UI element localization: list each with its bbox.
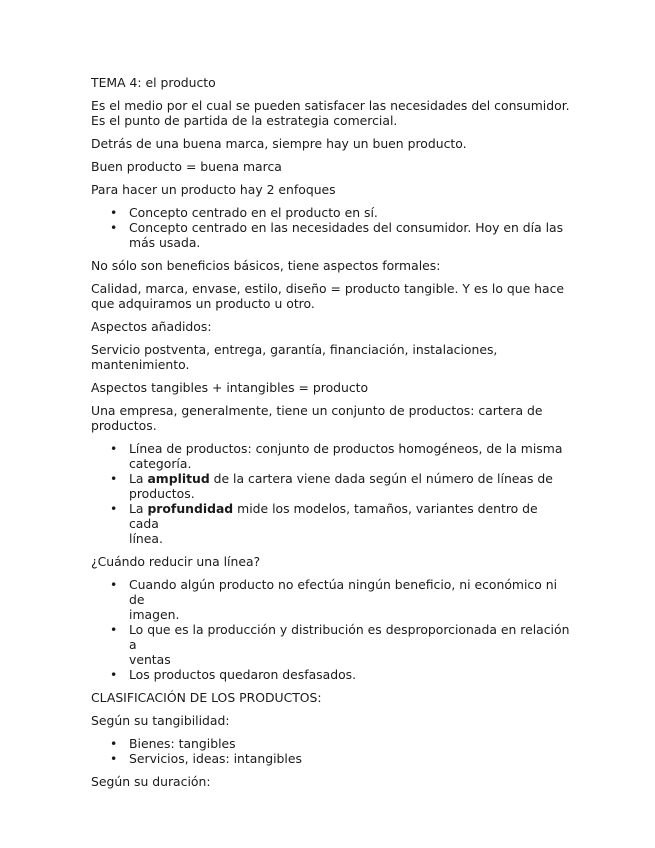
- bullet-list: [91, 205, 571, 250]
- text-line: Una empresa, generalmente, tiene un conjunto de productos: cartera de: [91, 403, 543, 418]
- text-line: productos.: [129, 486, 195, 501]
- bold-term: amplitud: [147, 471, 210, 486]
- list-item: [110, 220, 571, 250]
- text-line: CLASIFICACIÓN DE LOS PRODUCTOS:: [91, 690, 322, 705]
- text-line: ¿Cuándo reducir una línea?: [91, 554, 261, 569]
- text-line: ventas: [129, 652, 171, 667]
- paragraph: [91, 554, 571, 569]
- paragraph: [91, 713, 571, 728]
- text-line: Detrás de una buena marca, siempre hay un buen producto.: [91, 136, 467, 151]
- text-line: Cuando algún producto no efectúa ningún beneficio, ni económico ni de: [129, 577, 558, 607]
- bullet-icon: •: [110, 220, 118, 235]
- text-line: Según su duración:: [91, 774, 211, 789]
- list-item: [110, 622, 571, 667]
- list-item: [110, 577, 571, 622]
- text-line: Bienes: tangibles: [129, 736, 236, 751]
- bullet-icon: •: [110, 622, 118, 637]
- paragraph: [91, 98, 571, 128]
- paragraph: [91, 774, 571, 789]
- text-line: Es el punto de partida de la estrategia comercial.: [91, 113, 398, 128]
- bullet-list: [91, 577, 571, 682]
- text-line: mide los modelos, tamaños, variantes dentro de cada: [129, 501, 538, 531]
- text-line: Buen producto = buena marca: [91, 159, 282, 174]
- list-item: [110, 501, 571, 546]
- text-run: La: [129, 501, 148, 516]
- bullet-icon: •: [110, 441, 118, 456]
- bullet-icon: •: [110, 205, 118, 220]
- text-line: Según su tangibilidad:: [91, 713, 230, 728]
- text-line: línea.: [129, 531, 163, 546]
- bullet-icon: •: [110, 751, 118, 766]
- text-line: Servicios, ideas: intangibles: [129, 751, 302, 766]
- list-item: [110, 205, 571, 220]
- paragraph: [91, 136, 571, 151]
- paragraph: [91, 342, 571, 372]
- text-line: de la cartera viene dada según el número de líneas de: [209, 471, 553, 486]
- bullet-icon: •: [110, 667, 118, 682]
- bullet-list: [91, 736, 571, 766]
- document-page: [91, 75, 571, 797]
- text-line: Calidad, marca, envase, estilo, diseño = producto tangible. Y es lo que hace: [91, 281, 565, 296]
- bullet-list: [91, 441, 571, 546]
- text-line: categoría.: [129, 456, 192, 471]
- text-line: productos.: [91, 418, 157, 433]
- list-item: [110, 667, 571, 682]
- text-line: Línea de productos: conjunto de productos homogéneos, de la misma: [129, 441, 563, 456]
- text-line: imagen.: [129, 607, 180, 622]
- paragraph: [91, 182, 571, 197]
- text-line: Lo que es la producción y distribución es desproporcionada en relación a: [129, 622, 570, 652]
- text-line: TEMA 4: el producto: [91, 75, 216, 90]
- paragraph: [91, 403, 571, 433]
- text-line: más usada.: [129, 235, 201, 250]
- text-line: Es el medio por el cual se pueden satisfacer las necesidades del consumidor.: [91, 98, 570, 113]
- bullet-icon: •: [110, 501, 118, 516]
- list-item: [110, 736, 571, 751]
- list-item: [110, 471, 571, 501]
- list-item: [110, 441, 571, 471]
- text-line: Concepto centrado en las necesidades del consumidor. Hoy en día las: [129, 220, 564, 235]
- text-line: Servicio postventa, entrega, garantía, financiación, instalaciones,: [91, 342, 498, 357]
- text-line: Los productos quedaron desfasados.: [129, 667, 357, 682]
- text-line: No sólo son beneficios básicos, tiene aspectos formales:: [91, 258, 441, 273]
- list-item: [110, 751, 571, 766]
- text-line: Aspectos añadidos:: [91, 319, 212, 334]
- text-line: mantenimiento.: [91, 357, 190, 372]
- text-line: Para hacer un producto hay 2 enfoques: [91, 182, 336, 197]
- bullet-icon: •: [110, 471, 118, 486]
- text-run: La: [129, 471, 148, 486]
- paragraph: [91, 159, 571, 174]
- paragraph: [91, 258, 571, 273]
- paragraph: [91, 75, 571, 90]
- bold-term: profundidad: [147, 501, 234, 516]
- text-line: Concepto centrado en el producto en sí.: [129, 205, 378, 220]
- text-line: que adquiramos un producto u otro.: [91, 296, 315, 311]
- bullet-icon: •: [110, 736, 118, 751]
- paragraph: [91, 319, 571, 334]
- paragraph: [91, 380, 571, 395]
- paragraph: [91, 690, 571, 705]
- paragraph: [91, 281, 571, 311]
- bullet-icon: •: [110, 577, 118, 592]
- text-line: Aspectos tangibles + intangibles = producto: [91, 380, 369, 395]
